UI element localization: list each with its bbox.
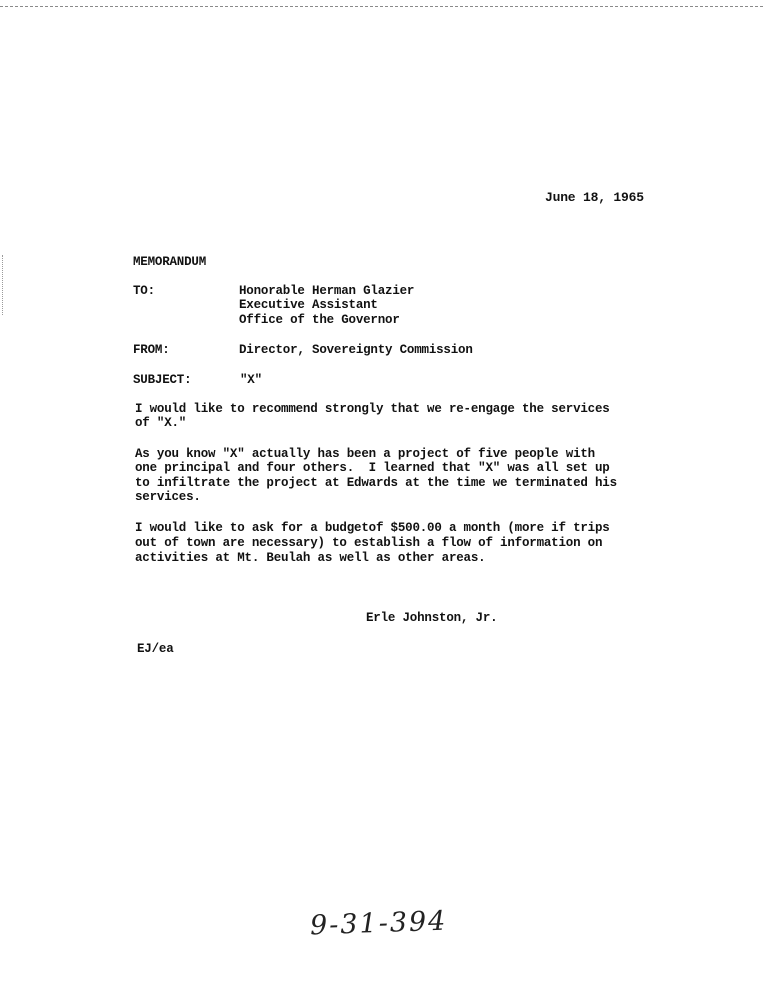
body-line: I would like to recommend strongly that we re-engage the services <box>135 402 610 416</box>
to-line: Executive Assistant <box>239 298 378 312</box>
subject-value: "X" <box>240 373 262 387</box>
to-line: Office of the Governor <box>239 313 400 327</box>
signature: Erle Johnston, Jr. <box>366 611 498 625</box>
body-line: out of town are necessary) to establish a flow of information on <box>135 536 603 550</box>
body-line: I would like to ask for a budgetof $500.00 a month (more if trips <box>135 521 610 535</box>
body-line: of "X." <box>135 416 187 430</box>
memo-heading: MEMORANDUM <box>133 255 207 269</box>
body-line: As you know "X" actually has been a project of five people with <box>135 447 595 461</box>
memo-date: June 18, 1965 <box>545 190 644 205</box>
body-line: to infiltrate the project at Edwards at the time we terminated his <box>135 476 617 490</box>
to-label: TO: <box>133 284 155 298</box>
subject-label: SUBJECT: <box>133 373 192 387</box>
typist-initials: EJ/ea <box>137 642 174 656</box>
body-line: services. <box>135 490 201 504</box>
body-line: activities at Mt. Beulah as well as other areas. <box>135 551 486 565</box>
from-value: Director, Sovereignty Commission <box>239 343 473 357</box>
body-line: one principal and four others. I learned that "X" was all set up <box>135 461 610 475</box>
scan-edge-marks <box>2 255 4 315</box>
handwritten-file-number: 9-31-394 <box>309 905 448 942</box>
page-top-border <box>0 6 763 7</box>
to-line: Honorable Herman Glazier <box>239 284 415 298</box>
from-label: FROM: <box>133 343 170 357</box>
